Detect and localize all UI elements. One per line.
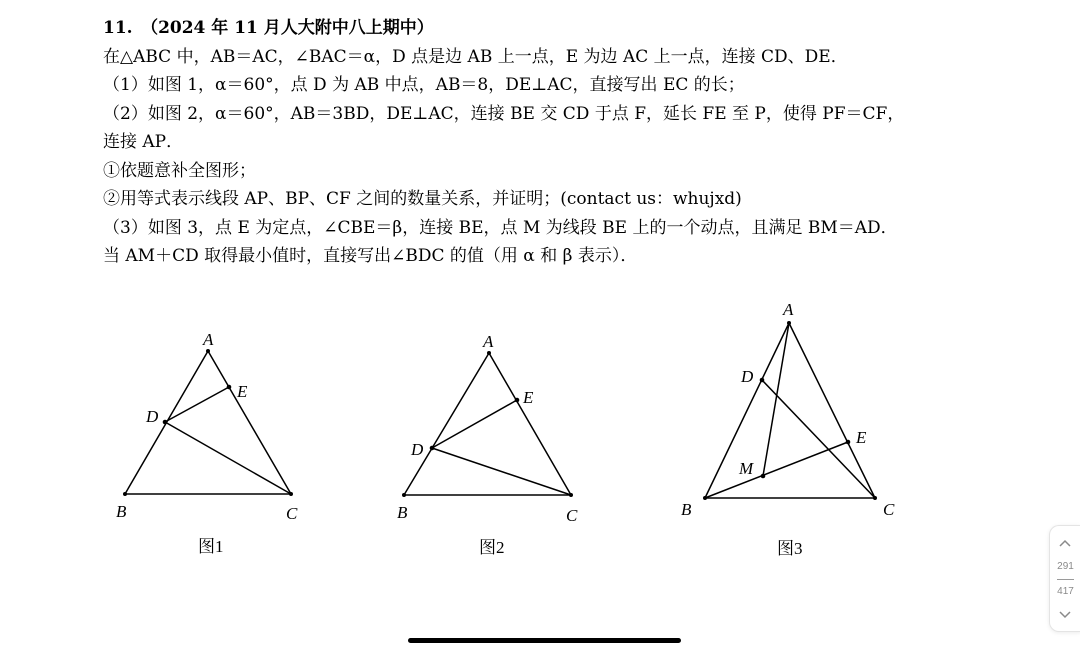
fig2-label-c: C xyxy=(566,506,578,525)
fig1-segment-de xyxy=(165,387,229,422)
current-page: 291 xyxy=(1057,561,1074,572)
page-indicator[interactable] xyxy=(1049,525,1080,632)
fig2-label-b: B xyxy=(397,503,408,522)
fig1-label-e: E xyxy=(237,382,248,401)
home-indicator[interactable] xyxy=(408,638,681,643)
fig2-triangle xyxy=(404,353,571,495)
fig3-label-c: C xyxy=(883,500,895,519)
fig2-caption: 图2 xyxy=(479,538,505,557)
fig1-point-c xyxy=(289,492,293,496)
fig2-point-a xyxy=(487,351,491,355)
fig1-segment-dc xyxy=(165,422,291,494)
problem-line: （1）如图 1，α＝60°，点 D 为 AB 中点，AB＝8，DE⊥AC，直接写出 EC 的长； xyxy=(103,75,745,95)
fig3-label-b: B xyxy=(681,500,692,519)
total-pages: 417 xyxy=(1057,586,1074,597)
fig3-point-b xyxy=(703,496,707,500)
fig2-segment-de xyxy=(432,400,517,448)
fig3-caption: 图3 xyxy=(777,539,803,558)
figures-area xyxy=(0,290,1080,580)
fig3-point-a xyxy=(787,321,791,325)
fig2-label-e: E xyxy=(523,388,534,407)
problem-line: 连接 AP． xyxy=(103,132,184,152)
problem-line: （3）如图 3，点 E 为定点，∠CBE＝β，连接 BE，点 M 为线段 BE 上的一个动点，且满足 BM＝AD． xyxy=(103,217,898,238)
fig3-point-e xyxy=(846,440,851,445)
chevron-up-icon[interactable] xyxy=(1058,538,1072,548)
fig3-label-e: E xyxy=(856,428,867,447)
fig1-point-a xyxy=(206,349,210,353)
fig3-label-m: M xyxy=(739,459,754,478)
fig2-point-b xyxy=(402,493,406,497)
fig3-segment-am xyxy=(763,323,789,476)
problem-line: 在△ABC 中，AB＝AC，∠BAC＝α，D 点是边 AB 上一点，E 为边 AC 上一点，连接 CD、DE． xyxy=(103,46,848,67)
fig1-point-b xyxy=(123,492,127,496)
fig3-point-c xyxy=(873,496,877,500)
problem-title: 11. （2024 年 11 月人大附中八上期中） xyxy=(103,18,434,38)
fig1-label-a: A xyxy=(203,330,214,349)
problem-line: （2）如图 2，α＝60°，AB＝3BD，DE⊥AC，连接 BE 交 CD 于点 F，延长 FE 至 P，使得 PF＝CF， xyxy=(103,103,905,124)
fig1-label-d: D xyxy=(146,407,159,426)
fig3-point-d xyxy=(760,378,765,383)
problem-line: ①依题意补全图形； xyxy=(103,160,256,181)
fig2-point-c xyxy=(569,493,573,497)
problem-line: 当 AM＋CD 取得最小值时，直接写出∠BDC 的值（用 α 和 β 表示）． xyxy=(103,246,638,266)
fig1-point-e xyxy=(227,385,232,390)
fig1-caption: 图1 xyxy=(198,537,224,556)
fig1-label-b: B xyxy=(116,502,127,521)
fig2-label-d: D xyxy=(411,440,424,459)
fig3-label-a: A xyxy=(783,300,794,319)
fig3-point-m xyxy=(761,474,766,479)
fig2-label-a: A xyxy=(483,332,494,351)
fig2-segment-dc xyxy=(432,448,571,495)
fig3-label-d: D xyxy=(741,367,754,386)
fig2-point-e xyxy=(515,398,520,403)
fig3-segment-be xyxy=(705,442,848,498)
problem-text xyxy=(103,14,963,271)
geometry-figures xyxy=(0,290,1080,580)
problem-line: ②用等式表示线段 AP、BP、CF 之间的数量关系，并证明；(contact us：whujxd) xyxy=(103,189,742,209)
chevron-down-icon[interactable] xyxy=(1058,610,1072,620)
fig2-point-d xyxy=(430,446,435,451)
fig1-label-c: C xyxy=(286,504,298,523)
fig1-point-d xyxy=(163,420,168,425)
page-separator xyxy=(1057,579,1074,580)
